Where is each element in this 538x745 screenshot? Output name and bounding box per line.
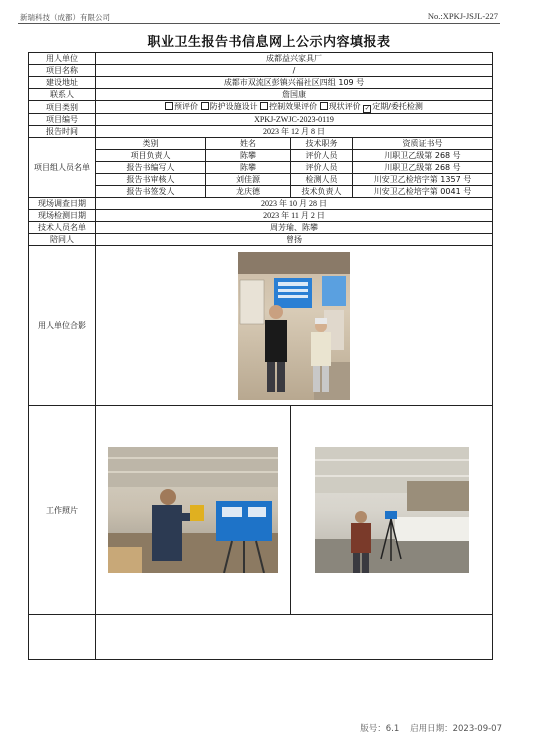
project-name-label: 项目名称 xyxy=(29,65,96,77)
row-address xyxy=(29,77,493,89)
project-no-value: XPKJ-ZWJC-2023-0119 xyxy=(96,114,493,126)
version-number: 版号：6.1 xyxy=(360,724,400,734)
team-role: 报告书签发人 xyxy=(96,186,206,198)
work-photo-1 xyxy=(108,447,278,573)
team-member-name: 龙庆德 xyxy=(206,186,291,198)
team-member-title: 技术负责人 xyxy=(291,186,353,198)
row-test-date xyxy=(29,210,493,222)
report-time-value: 2023 年 12 月 8 日 xyxy=(96,126,493,138)
team-member-cert: 川职卫乙级第 268 号 xyxy=(353,162,493,174)
address-value: 成都市双流区彭镇兴福社区四组 109 号 xyxy=(96,77,493,89)
enable-date: 启用日期：2023-09-07 xyxy=(410,724,502,734)
header-divider xyxy=(18,23,500,24)
team-member-title: 检测人员 xyxy=(291,174,353,186)
checkbox-icon xyxy=(260,102,268,110)
team-label: 项目组人员名单 xyxy=(29,138,96,198)
category-option: 防护设施设计 xyxy=(201,102,258,111)
row-project-name xyxy=(29,65,493,77)
accompany-value: 曾扬 xyxy=(96,234,493,246)
team-member-cert: 川职卫乙级第 268 号 xyxy=(353,150,493,162)
team-member-name: 刘佳源 xyxy=(206,174,291,186)
group-photo-image xyxy=(238,252,350,400)
accompany-label: 陪同人 xyxy=(29,234,96,246)
team-header-name: 姓名 xyxy=(206,138,291,150)
team-row xyxy=(29,162,493,174)
group-photo-cell xyxy=(96,246,493,406)
test-date-value: 2023 年 11 月 2 日 xyxy=(96,210,493,222)
category-options xyxy=(96,101,493,114)
document-number: No.:XPKJ-JSJL-227 xyxy=(427,11,498,21)
team-header-category: 类别 xyxy=(96,138,206,150)
team-member-name: 陈攀 xyxy=(206,162,291,174)
work-photo-label: 工作照片 xyxy=(29,406,96,615)
checkbox-icon xyxy=(320,102,328,110)
project-no-label: 项目编号 xyxy=(29,114,96,126)
work-photo-cell-2 xyxy=(291,406,493,615)
team-member-cert: 川安卫乙检培字第 0041 号 xyxy=(353,186,493,198)
checked-checkbox-icon: ✓ xyxy=(364,105,370,112)
team-row xyxy=(29,174,493,186)
category-option: 控制效果评价 xyxy=(260,102,317,111)
test-date-label: 现场检测日期 xyxy=(29,210,96,222)
team-header-title: 技术职务 xyxy=(291,138,353,150)
category-option: 现状评价 xyxy=(320,102,361,111)
category-label: 项目类别 xyxy=(29,101,96,114)
team-member-title: 评价人员 xyxy=(291,162,353,174)
row-survey-date xyxy=(29,198,493,210)
row-work-photos xyxy=(29,406,493,615)
work-photo-cell-1 xyxy=(96,406,291,615)
row-tech-staff xyxy=(29,222,493,234)
row-contact xyxy=(29,89,493,101)
report-form-table xyxy=(28,52,493,660)
work-photo-2 xyxy=(315,447,469,573)
report-time-label: 报告时间 xyxy=(29,126,96,138)
team-member-name: 陈攀 xyxy=(206,150,291,162)
tech-staff-value: 周芳瑜、陈攀 xyxy=(96,222,493,234)
team-row xyxy=(29,186,493,198)
employer-label: 用人单位 xyxy=(29,53,96,65)
company-name: 新瑞科技（成都）有限公司 xyxy=(20,13,110,22)
row-category xyxy=(29,101,493,114)
team-member-cert: 川安卫乙检培字第 1357 号 xyxy=(353,174,493,186)
team-role: 项目负责人 xyxy=(96,150,206,162)
employer-value: 成都益兴家具厂 xyxy=(96,53,493,65)
team-header-cert: 资质证书号 xyxy=(353,138,493,150)
blank-value-cell xyxy=(96,615,493,660)
contact-value: 詹国康 xyxy=(96,89,493,101)
checkbox-icon xyxy=(165,102,173,110)
footer-info xyxy=(360,722,502,734)
blank-label-cell xyxy=(29,615,96,660)
row-group-photo xyxy=(29,246,493,406)
row-accompany xyxy=(29,234,493,246)
row-employer xyxy=(29,53,493,65)
category-option: 预评价 xyxy=(165,102,198,111)
row-blank xyxy=(29,615,493,660)
page-title: 职业卫生报告书信息网上公示内容填报表 xyxy=(147,35,391,50)
project-name-value: / xyxy=(96,65,493,77)
row-project-no xyxy=(29,114,493,126)
team-row xyxy=(29,150,493,162)
team-role: 报告书编写人 xyxy=(96,162,206,174)
survey-date-label: 现场调查日期 xyxy=(29,198,96,210)
group-photo xyxy=(238,252,350,400)
contact-label: 联系人 xyxy=(29,89,96,101)
category-option: ✓ 定期/委托检测 xyxy=(364,102,423,112)
row-report-time xyxy=(29,126,493,138)
address-label: 建设地址 xyxy=(29,77,96,89)
tech-staff-label: 技术人员名单 xyxy=(29,222,96,234)
group-photo-label: 用人单位合影 xyxy=(29,246,96,406)
team-header-row xyxy=(29,138,493,150)
work-photo-2-image xyxy=(315,447,469,573)
checkbox-icon xyxy=(201,102,209,110)
survey-date-value: 2023 年 10 月 28 日 xyxy=(96,198,493,210)
work-photo-1-image xyxy=(108,447,278,573)
team-role: 报告书审核人 xyxy=(96,174,206,186)
team-member-title: 评价人员 xyxy=(291,150,353,162)
